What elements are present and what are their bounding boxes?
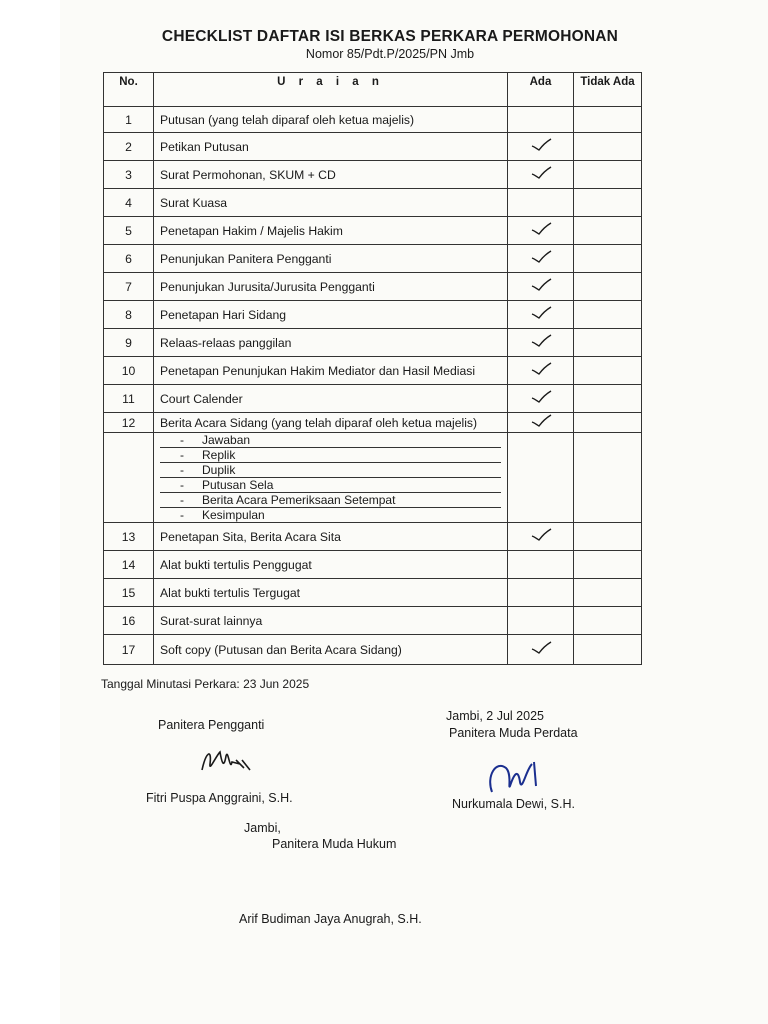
sub-items-tidak-ada-cell: [574, 433, 642, 523]
ada-cell: [508, 301, 574, 329]
tidak-ada-cell: [574, 357, 642, 385]
tidak-ada-cell: [574, 107, 642, 133]
row-uraian: Relaas-relaas panggilan: [154, 329, 508, 357]
tidak-ada-cell: [574, 413, 642, 433]
row-uraian: Penunjukan Panitera Pengganti: [154, 245, 508, 273]
row-number: 16: [104, 607, 154, 635]
checklist-table: [103, 72, 642, 665]
row-uraian: Surat Kuasa: [154, 189, 508, 217]
row-uraian: Penetapan Penunjukan Hakim Mediator dan Hasil Mediasi: [154, 357, 508, 385]
table-row: [104, 301, 642, 329]
right-role: Panitera Muda Perdata: [449, 726, 578, 740]
checkmark-icon: [530, 334, 552, 346]
checkmark-icon: [530, 166, 552, 178]
table-row: [104, 357, 642, 385]
row-number: 8: [104, 301, 154, 329]
sub-item-label: Putusan Sela: [202, 478, 274, 492]
row-number: 3: [104, 161, 154, 189]
row-number: 9: [104, 329, 154, 357]
row-uraian: Penetapan Hakim / Majelis Hakim: [154, 217, 508, 245]
header-no: No.: [104, 73, 154, 107]
row-number: 5: [104, 217, 154, 245]
row-number: 4: [104, 189, 154, 217]
table-row: [104, 245, 642, 273]
sub-item: [160, 493, 501, 508]
checkmark-icon: [530, 362, 552, 374]
tidak-ada-cell: [574, 273, 642, 301]
checkmark-icon: [530, 222, 552, 234]
ada-cell: [508, 107, 574, 133]
sub-item: [160, 478, 501, 493]
header-uraian: U r a i a n: [154, 73, 508, 107]
ada-cell: [508, 133, 574, 161]
row-uraian: Alat bukti tertulis Tergugat: [154, 579, 508, 607]
checkmark-icon: [530, 306, 552, 318]
row-number: 10: [104, 357, 154, 385]
table-row: [104, 635, 642, 665]
sub-items-ada-cell: [508, 433, 574, 523]
ada-cell: [508, 273, 574, 301]
right-signature: [484, 756, 554, 800]
ada-cell: [508, 523, 574, 551]
tidak-ada-cell: [574, 635, 642, 665]
sub-item-dash: -: [180, 433, 184, 447]
checkmark-icon: [530, 641, 552, 653]
sub-item-label: Berita Acara Pemeriksaan Setempat: [202, 493, 396, 507]
sub-item: [160, 448, 501, 463]
table-row: [104, 523, 642, 551]
sub-items-row: [104, 433, 642, 523]
table-row: [104, 217, 642, 245]
row-uraian: Surat-surat lainnya: [154, 607, 508, 635]
ada-cell: [508, 161, 574, 189]
row-number: 11: [104, 385, 154, 413]
tidak-ada-cell: [574, 551, 642, 579]
sub-items-list: [154, 433, 508, 523]
row-uraian: Putusan (yang telah diparaf oleh ketua majelis): [154, 107, 508, 133]
row-number: 15: [104, 579, 154, 607]
row-number: 14: [104, 551, 154, 579]
ada-cell: [508, 245, 574, 273]
sub-item-dash: -: [180, 493, 184, 507]
checkmark-icon: [530, 138, 552, 150]
table-row: [104, 273, 642, 301]
right-place-date: Jambi, 2 Jul 2025: [446, 709, 544, 723]
ada-cell: [508, 635, 574, 665]
sub-item: [160, 463, 501, 478]
minutasi-date: Tanggal Minutasi Perkara: 23 Jun 2025: [101, 677, 310, 691]
document-title: CHECKLIST DAFTAR ISI BERKAS PERKARA PERMOHONAN: [161, 28, 619, 45]
checkmark-icon: [530, 414, 552, 426]
ada-cell: [508, 217, 574, 245]
tidak-ada-cell: [574, 607, 642, 635]
checkmark-icon: [530, 528, 552, 540]
sub-item-label: Kesimpulan: [202, 508, 265, 522]
right-name: Nurkumala Dewi, S.H.: [452, 797, 575, 811]
sub-item-dash: -: [180, 478, 184, 492]
bottom-role: Panitera Muda Hukum: [272, 837, 397, 851]
left-signature: [196, 742, 256, 782]
ada-cell: [508, 579, 574, 607]
row-uraian: Court Calender: [154, 385, 508, 413]
row-uraian: Soft copy (Putusan dan Berita Acara Sidang): [154, 635, 508, 665]
table-row: [104, 189, 642, 217]
tidak-ada-cell: [574, 523, 642, 551]
tidak-ada-cell: [574, 579, 642, 607]
tidak-ada-cell: [574, 189, 642, 217]
row-uraian: Penetapan Hari Sidang: [154, 301, 508, 329]
row-number: 6: [104, 245, 154, 273]
checkmark-icon: [530, 250, 552, 262]
checkmark-icon: [530, 278, 552, 290]
tidak-ada-cell: [574, 329, 642, 357]
table-row: [104, 133, 642, 161]
tidak-ada-cell: [574, 217, 642, 245]
tidak-ada-cell: [574, 161, 642, 189]
ada-cell: [508, 607, 574, 635]
row-number: 1: [104, 107, 154, 133]
left-role: Panitera Pengganti: [158, 718, 265, 732]
table-row: [104, 607, 642, 635]
sub-item-dash: -: [180, 463, 184, 477]
row-uraian: Penetapan Sita, Berita Acara Sita: [154, 523, 508, 551]
table-row: [104, 413, 642, 433]
row-number: 2: [104, 133, 154, 161]
ada-cell: [508, 189, 574, 217]
row-uraian: Alat bukti tertulis Penggugat: [154, 551, 508, 579]
tidak-ada-cell: [574, 385, 642, 413]
tidak-ada-cell: [574, 133, 642, 161]
table-row: [104, 579, 642, 607]
sub-item-dash: -: [180, 508, 184, 522]
row-number: 7: [104, 273, 154, 301]
ada-cell: [508, 413, 574, 433]
ada-cell: [508, 357, 574, 385]
left-name: Fitri Puspa Anggraini, S.H.: [146, 791, 293, 805]
sub-item-label: Replik: [202, 448, 236, 462]
table-row: [104, 107, 642, 133]
table-row: [104, 161, 642, 189]
header-tidak-ada: Tidak Ada: [574, 73, 642, 107]
bottom-name: Arif Budiman Jaya Anugrah, S.H.: [239, 912, 422, 926]
ada-cell: [508, 385, 574, 413]
sub-item: [160, 508, 501, 522]
tidak-ada-cell: [574, 301, 642, 329]
table-row: [104, 329, 642, 357]
row-uraian: Penunjukan Jurusita/Jurusita Pengganti: [154, 273, 508, 301]
sub-item-label: Jawaban: [202, 433, 251, 447]
sub-item-dash: -: [180, 448, 184, 462]
row-number: 17: [104, 635, 154, 665]
header-ada: Ada: [508, 73, 574, 107]
row-uraian: Berita Acara Sidang (yang telah diparaf oleh ketua majelis): [154, 413, 508, 433]
bottom-place: Jambi,: [244, 821, 281, 835]
row-uraian: Surat Permohonan, SKUM + CD: [154, 161, 508, 189]
sub-item: [160, 433, 501, 448]
row-number: 12: [104, 413, 154, 433]
table-header-row: [104, 73, 642, 107]
ada-cell: [508, 329, 574, 357]
case-number: Nomor 85/Pdt.P/2025/PN Jmb: [305, 47, 475, 61]
ada-cell: [508, 551, 574, 579]
checkmark-icon: [530, 390, 552, 402]
row-uraian: Petikan Putusan: [154, 133, 508, 161]
table-row: [104, 385, 642, 413]
sub-items-no-cell: [104, 433, 154, 523]
tidak-ada-cell: [574, 245, 642, 273]
row-number: 13: [104, 523, 154, 551]
sub-item-label: Duplik: [202, 463, 236, 477]
table-row: [104, 551, 642, 579]
